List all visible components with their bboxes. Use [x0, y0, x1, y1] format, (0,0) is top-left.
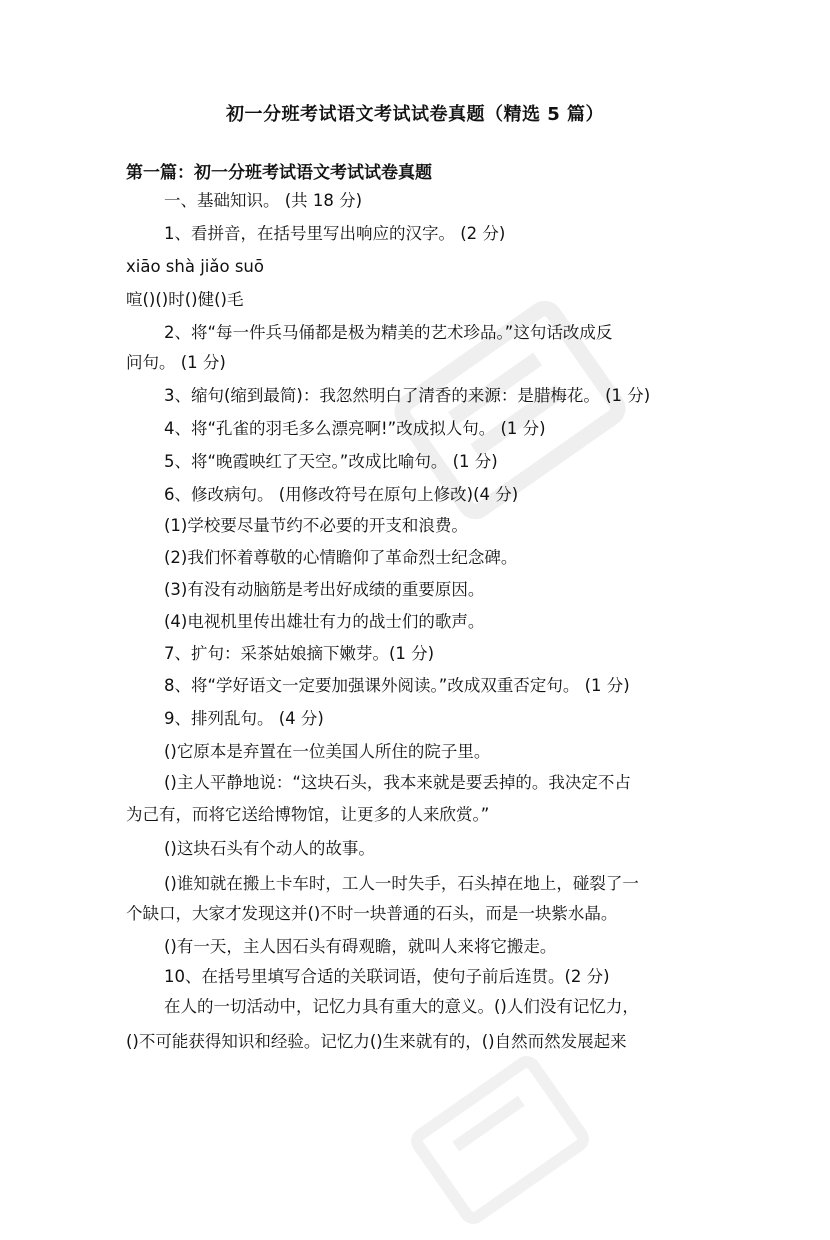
- line-03: xiāo shà jiǎo suō: [126, 257, 264, 276]
- line-02: 1、看拼音，在括号里写出响应的汉字。 (2 分): [164, 224, 506, 243]
- line-09: 5、将“晚霞映红了天空。”改成比喻句。 (1 分): [164, 452, 498, 471]
- section-title: 第一篇：初一分班考试语文考试试卷真题: [126, 163, 432, 183]
- line-24: ()有一天，主人因石头有碍观瞻，就叫人来将它搬走。: [164, 937, 557, 956]
- line-07: 3、缩句(缩到最简)：我忽然明白了清香的来源：是腊梅花。 (1 分): [164, 386, 651, 405]
- line-11: (1)学校要尽量节约不必要的开支和浪费。: [164, 516, 468, 535]
- line-14: (4)电视机里传出雄壮有力的战士们的歌声。: [164, 612, 485, 631]
- line-04: 喧()()时()健()毛: [126, 290, 244, 309]
- line-26: 在人的一切活动中，记忆力具有重大的意义。()人们没有记忆力，: [164, 997, 639, 1016]
- line-15: 7、扩句：采茶姑娘摘下嫩芽。(1 分): [164, 644, 435, 663]
- line-23: 个缺口，大家才发现这并()不时一块普通的石头，而是一块紫水晶。: [126, 904, 618, 923]
- line-17: 9、排列乱句。 (4 分): [164, 709, 324, 728]
- line-06: 问句。 (1 分): [126, 353, 226, 372]
- line-25: 10、在括号里填写合适的关联词语，使句子前后连贯。(2 分): [164, 967, 610, 986]
- line-18: ()它原本是弃置在一位美国人所住的院子里。: [164, 742, 491, 761]
- line-01: 一、基础知识。 (共 18 分): [164, 191, 363, 210]
- line-16: 8、将“学好语文一定要加强课外阅读。”改成双重否定句。 (1 分): [164, 676, 630, 695]
- line-08: 4、将“孔雀的羽毛多么漂亮啊!”改成拟人句。 (1 分): [164, 419, 546, 438]
- line-19: ()主人平静地说：“这块石头，我本来就是要丢掉的。我决定不占: [164, 773, 631, 792]
- line-22: ()谁知就在搬上卡车时，工人一时失手，石头掉在地上，碰裂了一: [164, 874, 639, 893]
- line-12: (2)我们怀着尊敬的心情瞻仰了革命烈士纪念碑。: [164, 548, 518, 567]
- line-10: 6、修改病句。 (用修改符号在原句上修改)(4 分): [164, 485, 519, 504]
- line-27: ()不可能获得知识和经验。记忆力()生来就有的，()自然而然发展起来: [126, 1032, 627, 1051]
- line-05: 2、将“每一件兵马俑都是极为精美的艺术珍品。”这句话改成反: [164, 323, 613, 342]
- document-title: 初一分班考试语文考试试卷真题（精选 5 篇）: [225, 104, 605, 125]
- line-20: 为己有，而将它送给博物馆，让更多的人来欣赏。”: [126, 805, 490, 824]
- line-13: (3)有没有动脑筋是考出好成绩的重要原因。: [164, 580, 485, 599]
- watermark-logo-bottom-icon: [400, 1040, 600, 1240]
- line-21: ()这块石头有个动人的故事。: [164, 839, 375, 858]
